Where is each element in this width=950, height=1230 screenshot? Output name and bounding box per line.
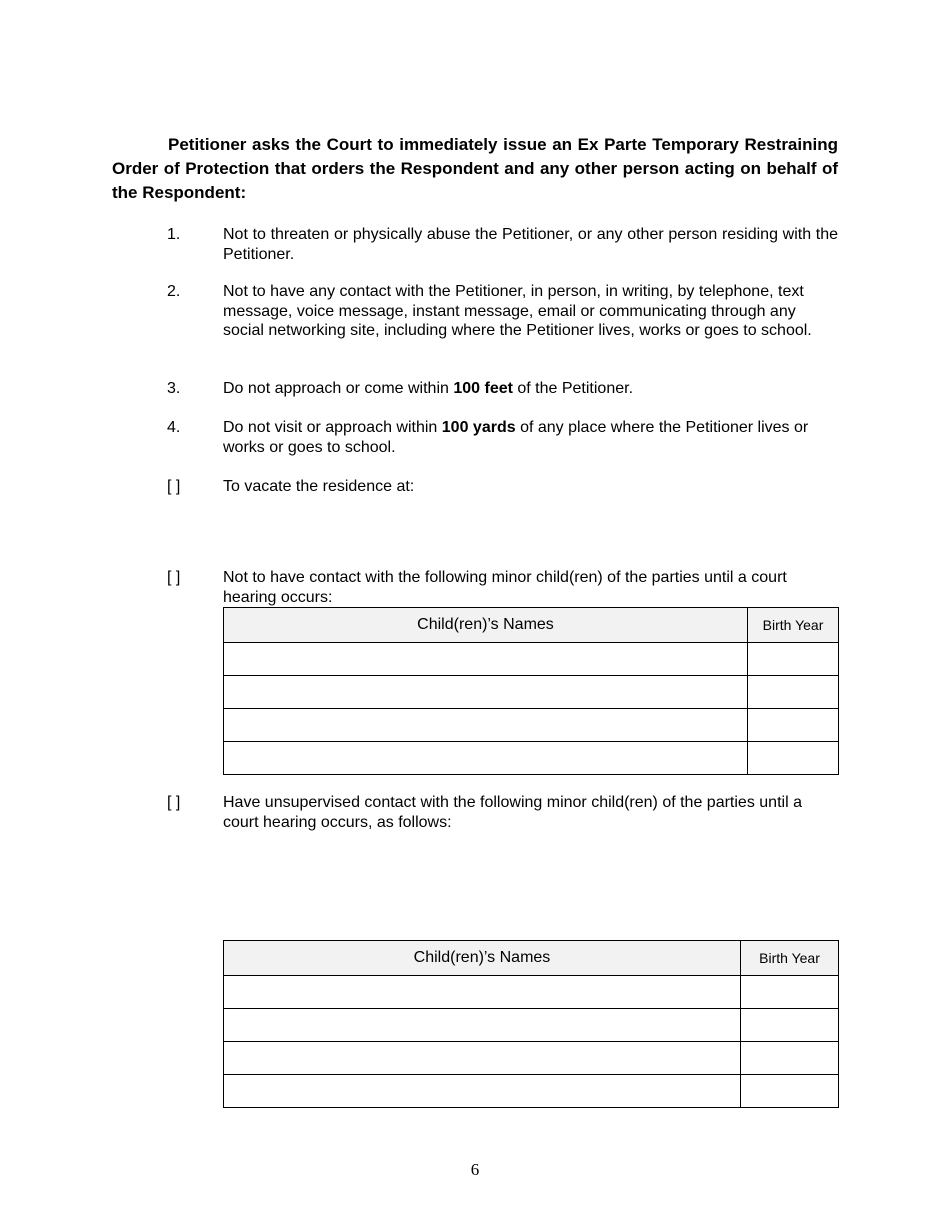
item-text-bold: 100 feet bbox=[453, 380, 513, 397]
checkbox-marker: [ ] bbox=[167, 794, 181, 811]
name-cell[interactable] bbox=[224, 676, 748, 709]
list-item-vacate bbox=[167, 477, 838, 497]
children-table-1 bbox=[223, 607, 839, 775]
item-marker: 1. bbox=[167, 226, 181, 243]
item-text-before: Do not visit or approach within bbox=[223, 419, 442, 436]
list-item-no-contact-children bbox=[167, 568, 838, 607]
item-text: Have unsupervised contact with the following minor child(ren) of the parties until a court hearing occurs, as follows: bbox=[223, 794, 802, 831]
name-cell[interactable] bbox=[224, 1009, 741, 1042]
item-marker: 2. bbox=[167, 283, 181, 300]
table-row bbox=[224, 643, 839, 676]
item-text-after: of the Petitioner. bbox=[512, 380, 634, 397]
name-cell[interactable] bbox=[224, 1075, 741, 1108]
children-table-2 bbox=[223, 940, 839, 1108]
name-cell[interactable] bbox=[224, 976, 741, 1009]
name-cell[interactable] bbox=[224, 1042, 741, 1075]
birth-year-cell[interactable] bbox=[741, 1042, 839, 1075]
name-cell[interactable] bbox=[224, 709, 748, 742]
list-item-3 bbox=[167, 379, 838, 399]
table-row bbox=[224, 742, 839, 775]
table-row bbox=[224, 976, 839, 1009]
page-number: 6 bbox=[470, 1160, 480, 1179]
item-text-before: Do not approach or come within bbox=[223, 380, 454, 397]
table-row bbox=[224, 1075, 839, 1108]
item-text: Not to have contact with the following minor child(ren) of the parties until a court hearing occurs: bbox=[223, 569, 787, 606]
name-cell[interactable] bbox=[224, 742, 748, 775]
item-text: To vacate the residence at: bbox=[223, 478, 415, 495]
item-text-bold: 100 yards bbox=[441, 419, 516, 436]
item-text: Not to have any contact with the Petitioner, in person, in writing, by telephone, text message, voice message, instant message, email or communicating through any social networking site, including where the Petitioner lives, works or goes to school. bbox=[223, 283, 812, 339]
birth-year-cell[interactable] bbox=[748, 742, 839, 775]
name-cell[interactable] bbox=[224, 643, 748, 676]
item-marker: 4. bbox=[167, 419, 181, 436]
item-text bbox=[223, 418, 838, 457]
table-header-row bbox=[224, 941, 839, 976]
list-item-4 bbox=[167, 418, 838, 457]
birth-year-cell[interactable] bbox=[741, 1075, 839, 1108]
item-text: Not to threaten or physically abuse the Petitioner, or any other person residing with the Petitioner. bbox=[223, 226, 838, 263]
birth-year-cell[interactable] bbox=[741, 1009, 839, 1042]
birth-year-cell[interactable] bbox=[748, 643, 839, 676]
table-row bbox=[224, 1042, 839, 1075]
checkbox-marker: [ ] bbox=[167, 569, 181, 586]
table-header-row bbox=[224, 608, 839, 643]
item-text-after: of any place where the Petitioner lives or works or goes to school. bbox=[223, 419, 809, 456]
birth-year-cell[interactable] bbox=[741, 976, 839, 1009]
header-birth-year: Birth Year bbox=[741, 941, 839, 976]
header-birth-year: Birth Year bbox=[748, 608, 839, 643]
table-row bbox=[224, 676, 839, 709]
table-row bbox=[224, 1009, 839, 1042]
list-item-2 bbox=[167, 282, 838, 341]
item-text bbox=[223, 379, 838, 399]
list-item-unsupervised-contact bbox=[167, 793, 838, 832]
table-row bbox=[224, 709, 839, 742]
intro-paragraph: Petitioner asks the Court to immediately issue an Ex Parte Temporary Restraining Order of Protection that orders the Respondent and any other person acting on behalf of the Respondent: bbox=[112, 135, 838, 202]
birth-year-cell[interactable] bbox=[748, 709, 839, 742]
header-children-names: Child(ren)’s Names bbox=[224, 941, 741, 976]
birth-year-cell[interactable] bbox=[748, 676, 839, 709]
item-marker: 3. bbox=[167, 380, 181, 397]
checkbox-marker: [ ] bbox=[167, 478, 181, 495]
header-children-names: Child(ren)’s Names bbox=[224, 608, 748, 643]
list-item-1 bbox=[167, 225, 838, 264]
